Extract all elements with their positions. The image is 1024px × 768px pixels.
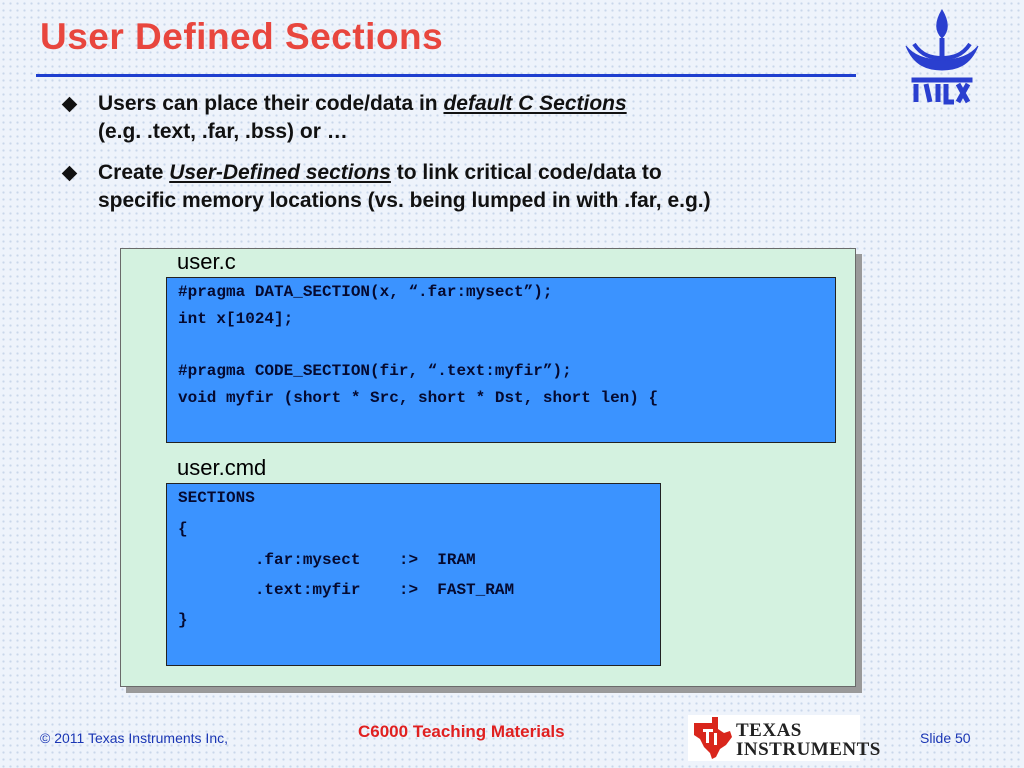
- slide-number: Slide 50: [920, 730, 971, 746]
- university-emblem-icon: [900, 8, 984, 108]
- user-c-code-box: [166, 277, 836, 443]
- code-line: }: [178, 611, 188, 629]
- code-line: #pragma CODE_SECTION(fir, “.text:myfir”);: [178, 362, 572, 380]
- bullet-text: Create: [98, 161, 170, 184]
- title-underline: [36, 74, 856, 77]
- code-line: SECTIONS: [178, 489, 255, 507]
- ti-logo-text: [736, 721, 881, 759]
- code-line: #pragma DATA_SECTION(x, “.far:mysect”);: [178, 283, 553, 301]
- code-line: int x[1024];: [178, 310, 294, 328]
- bullet-text: Users can place their code/data in: [98, 92, 444, 115]
- user-cmd-label: user.cmd: [177, 455, 267, 480]
- ti-logo-text-line2: INSTRUMENTS: [736, 739, 881, 760]
- diamond-bullet-icon: [62, 97, 78, 113]
- code-line: .far:mysect :> IRAM: [178, 551, 476, 569]
- ti-state-icon: [690, 715, 736, 761]
- user-c-label: user.c: [177, 249, 236, 274]
- bullet-emphasis: default C Sections: [443, 92, 627, 115]
- bullet-item: [62, 159, 862, 215]
- bullet-text-continued: (e.g. .text, .far, .bss) or …: [98, 120, 348, 143]
- texas-instruments-logo-icon: [688, 715, 881, 761]
- footer-course-title: C6000 Teaching Materials: [358, 722, 565, 741]
- bullet-list: [62, 90, 862, 228]
- bullet-emphasis: User-Defined sections: [169, 161, 391, 184]
- code-line: .text:myfir :> FAST_RAM: [178, 581, 515, 599]
- bullet-item: [62, 90, 862, 146]
- code-panel: [120, 248, 856, 687]
- copyright-text: © 2011 Texas Instruments Inc,: [40, 730, 229, 746]
- bullet-text-suffix: to link critical code/data to: [390, 161, 662, 184]
- slide-title: User Defined Sections: [40, 16, 444, 57]
- code-line: void myfir (short * Src, short * Dst, short len) {: [178, 389, 659, 407]
- bullet-text-continued: specific memory locations (vs. being lumped in with .far, e.g.): [98, 189, 711, 212]
- user-cmd-code-box: [166, 483, 661, 666]
- code-line: {: [178, 520, 188, 538]
- ti-logo-text-line1: TEXAS: [736, 720, 802, 741]
- diamond-bullet-icon: [62, 166, 78, 182]
